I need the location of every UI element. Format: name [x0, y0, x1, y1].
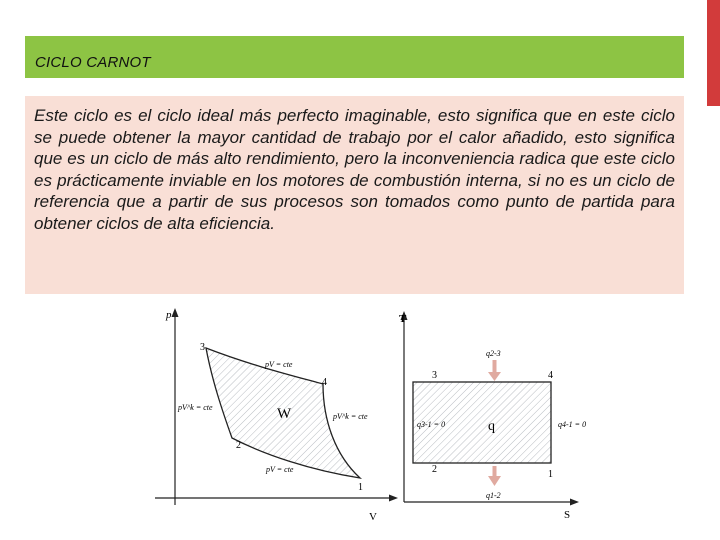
pv-x-axis-arrow: [389, 495, 398, 502]
ts-y-axis-label: T: [399, 313, 407, 325]
pv-point-4: 4: [322, 377, 327, 388]
pv-curve-left-label: pV^k = cte: [178, 403, 213, 412]
ts-point-3: 3: [432, 370, 437, 381]
pv-diagram: [155, 308, 398, 523]
ts-point-2: 2: [432, 464, 437, 475]
pv-point-1: 1: [358, 482, 363, 493]
ts-point-1: 1: [548, 469, 553, 480]
ts-x-axis-label: S: [564, 509, 571, 521]
pv-point-3: 3: [200, 342, 205, 353]
ts-right-side-label: q4-1 = 0: [558, 420, 587, 429]
ts-point-4: 4: [548, 370, 553, 381]
slide-title: CICLO CARNOT: [35, 54, 151, 71]
pv-work-label: W: [277, 406, 292, 422]
ts-q-in-arrow-head: [488, 372, 501, 381]
ts-center-label: q: [488, 419, 495, 434]
ts-diagram: [399, 311, 586, 521]
ts-q-in-label: q2-3: [486, 349, 501, 358]
pv-curve-top-label: pV = cte: [265, 360, 293, 369]
pv-point-2: 2: [236, 440, 241, 451]
ts-q-out-arrow-head: [488, 476, 501, 486]
pv-curve-right-label: pV^k = cte: [333, 412, 368, 421]
ts-left-side-label: q3-1 = 0: [417, 420, 446, 429]
ts-q-out-label: q1-2: [486, 491, 501, 500]
pv-x-axis-label: V: [369, 511, 377, 523]
pv-curve-bottom-label: pV = cte: [266, 465, 294, 474]
ts-x-axis-arrow: [570, 499, 579, 506]
slide-paragraph: Este ciclo es el ciclo ideal más perfecto imaginable, esto significa que en este ciclo se puede obtener la mayor cantidad de trabajo por el calor añadido, esto significa que es un ciclo de más alto rendimiento, pero la inconveniencia radica que este ciclo es prácticamente inviable en los motores de combustión interna, si no es un ciclo de referencia que a partir de sus procesos son tomados como punto de partida para obtener ciclos de alta eficiencia.: [34, 106, 675, 233]
pv-y-axis-arrow: [172, 308, 179, 317]
ts-q-in-arrow-shaft: [493, 360, 497, 374]
pv-y-axis-label: p: [166, 309, 172, 321]
